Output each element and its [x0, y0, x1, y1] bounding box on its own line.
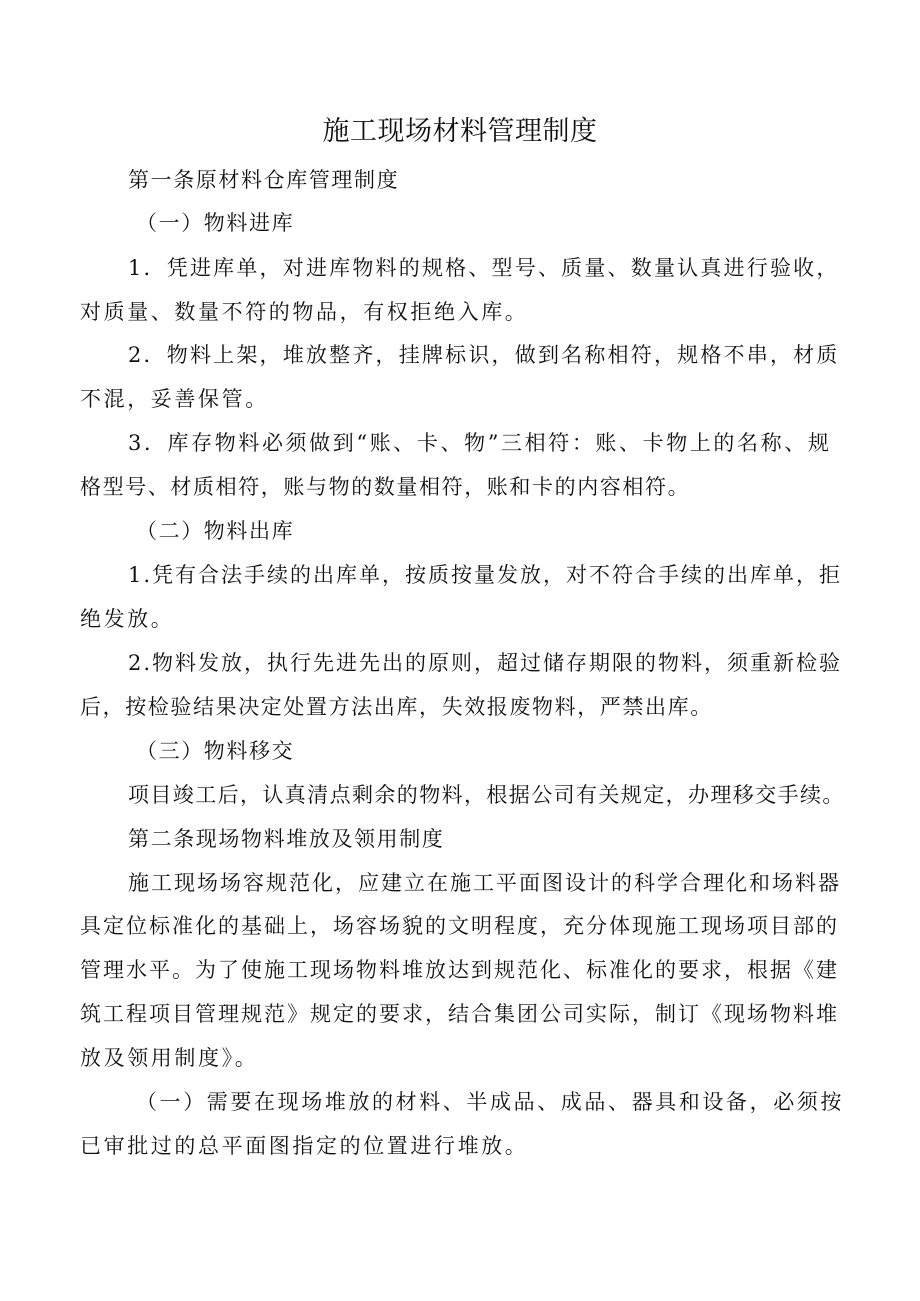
paragraph-line: 具定位标准化的基础上，场容场貌的文明程度，充分体现施工现场项目部的: [80, 914, 839, 938]
article-1-heading: 第一条原材料仓库管理制度: [128, 168, 400, 192]
paragraph-line: 施工现场场容规范化，应建立在施工平面图设计的科学合理化和场料器: [128, 871, 841, 895]
section-1-heading-article-2: （一）需要在现场堆放的材料、半成品、成品、器具和设备，必须按: [136, 1090, 844, 1114]
paragraph-line: 绝发放。: [80, 607, 175, 631]
paragraph-line: 后，按检验结果决定处置方法出库，失效报废物料，严禁出库。: [80, 695, 713, 719]
document-title: 施工现场材料管理制度: [322, 116, 598, 147]
paragraph-line: 1．凭进库单，对进库物料的规格、型号、质量、数量认真进行验收，: [128, 256, 840, 280]
paragraph-line: 管理水平。为了使施工现场物料堆放达到规范化、标准化的要求，根据《建: [80, 958, 839, 982]
paragraph-line: 放及领用制度》。: [80, 1046, 259, 1070]
paragraph-line: 筑工程项目管理规范》规定的要求，结合集团公司实际，制订《现场物料堆: [80, 1002, 839, 1026]
section-2-heading: （二）物料出库: [136, 519, 295, 543]
paragraph-line: 对质量、数量不符的物品，有权拒绝入库。: [80, 300, 529, 324]
paragraph-line: 2.物料发放，执行先进先出的原则，超过储存期限的物料，须重新检验: [128, 651, 843, 675]
paragraph-line: 1.凭有合法手续的出库单，按质按量发放，对不符合手续的出库单，拒: [128, 563, 843, 587]
paragraph-line: 不混，妥善保管。: [80, 387, 269, 411]
article-2-heading: 第二条现场物料堆放及领用制度: [128, 827, 445, 851]
section-1-heading: （一）物料进库: [136, 211, 295, 235]
paragraph-line: 3．库存物料必须做到“账、卡、物”三相符：账、卡物上的名称、规: [128, 431, 832, 455]
paragraph-line: 项目竣工后，认真清点剩余的物料，根据公司有关规定，办理移交手续。: [128, 783, 845, 807]
paragraph-line: 已审批过的总平面图指定的位置进行堆放。: [80, 1134, 529, 1158]
section-3-heading: （三）物料移交: [136, 739, 295, 763]
paragraph-line: 2．物料上架，堆放整齐，挂牌标识，做到名称相符，规格不串，材质: [128, 343, 840, 367]
paragraph-line: 格型号、材质相符，账与物的数量相符，账和卡的内容相符。: [80, 475, 691, 499]
